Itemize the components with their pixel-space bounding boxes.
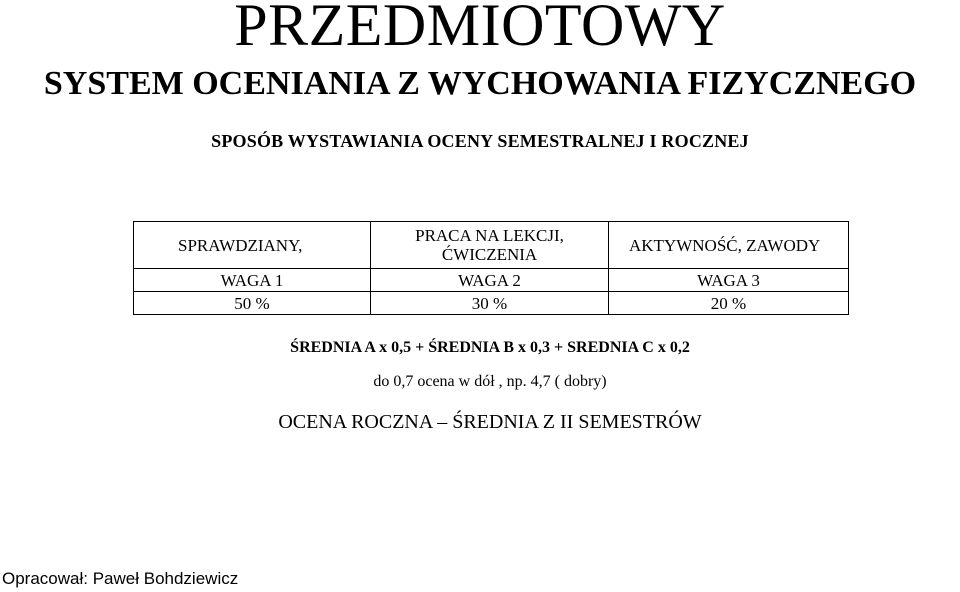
annual-grade-rule: OCENA ROCZNA – ŚREDNIA Z II SEMESTRÓW (278, 411, 702, 433)
table-cell-percentage: 20 % (609, 292, 849, 315)
table-cell-category: PRACA NA LEKCJI, ĆWICZENIA (371, 222, 609, 269)
table-row-weights (134, 269, 849, 292)
table-cell-category: AKTYWNOŚĆ, ZAWODY (609, 222, 849, 269)
section-title: SPOSÓB WYSTAWIANIA OCENY SEMESTRALNEJ I ROCZNEJ (211, 131, 749, 151)
table-cell-category: SPRAWDZIANY, (134, 222, 371, 269)
table-row-categories (134, 222, 849, 269)
author-credit: Opracował: Paweł Bohdziewicz (2, 569, 239, 588)
table-cell-percentage: 50 % (134, 292, 371, 315)
grade-formula: ŚREDNIA A x 0,5 + ŚREDNIA B x 0,3 + SREDNIA C x 0,2 (290, 339, 690, 356)
rounding-note: do 0,7 ocena w dół , np. 4,7 ( dobry) (373, 373, 607, 390)
document-title: PRZEDMIOTOWY (234, 0, 726, 58)
table-cell-weight: WAGA 3 (609, 269, 849, 292)
table-cell-weight: WAGA 2 (371, 269, 609, 292)
table-row-percentages (134, 292, 849, 315)
table-cell-weight: WAGA 1 (134, 269, 371, 292)
table-cell-percentage: 30 % (371, 292, 609, 315)
document-subtitle: SYSTEM OCENIANIA Z WYCHOWANIA FIZYCZNEGO (43, 65, 917, 102)
grading-weights-table (133, 221, 849, 315)
